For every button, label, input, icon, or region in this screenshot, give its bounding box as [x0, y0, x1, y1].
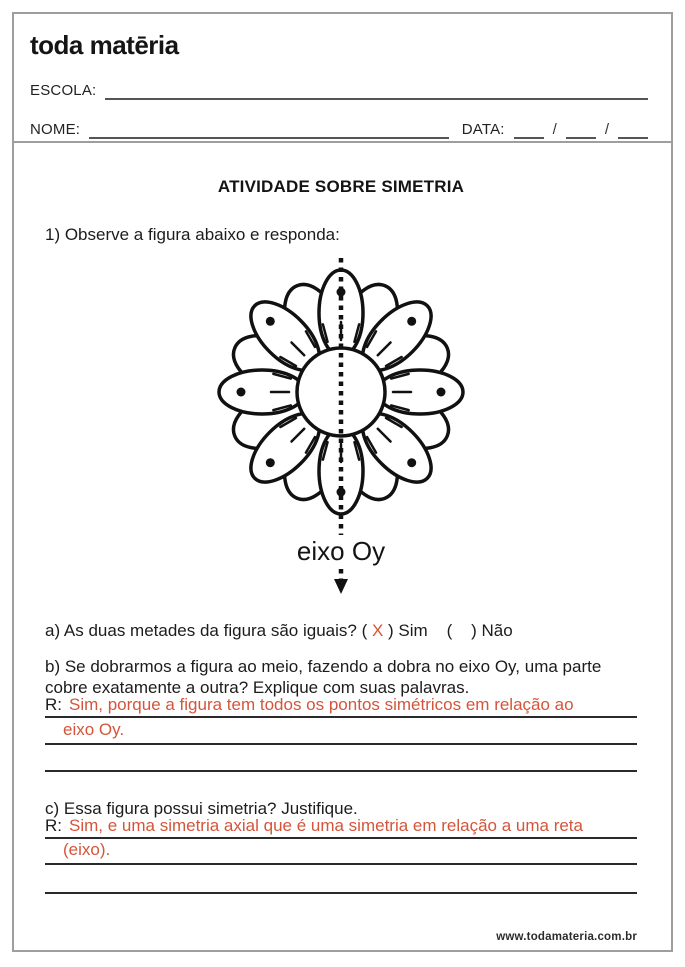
toda-materia-logo: toda matēria [30, 30, 179, 60]
answer-c-row-2 [45, 839, 637, 865]
answer-c-text-1: Sim, e uma simetria axial que é uma simetria em relação a uma reta [69, 816, 583, 835]
question-b-line1: b) Se dobrarmos a figura ao meio, fazendo a dobra no eixo Oy, uma parte [45, 657, 602, 676]
question-1: 1) Observe a figura abaixo e responda: [45, 225, 340, 244]
answer-c-row-1 [45, 816, 637, 839]
data-month-blank [566, 121, 596, 139]
date-slash: / [604, 121, 609, 138]
answer-b-text-1: Sim, porque a figura tem todos os pontos simétricos em relação ao [69, 695, 574, 714]
answer-b-row-1 [45, 695, 637, 718]
data-year-blank [618, 121, 648, 139]
answer-b-text-2: eixo Oy. [63, 720, 125, 739]
flower-figure [141, 255, 541, 601]
escola-label: ESCOLA: [30, 82, 97, 99]
nome-blank-line [89, 121, 449, 139]
figure-block [45, 255, 637, 601]
question-a-text: a) As duas metades da figura são iguais? ( [45, 621, 372, 640]
answer-b-blank-line [45, 745, 637, 772]
question-a-options: ) Sim ( ) Não [383, 621, 513, 640]
answer-c-text-2: (eixo). [63, 840, 111, 859]
date-slash: / [552, 121, 557, 138]
question-c: c) Essa figura possui simetria? Justifique. [45, 799, 358, 818]
answer-c-blank-line [45, 865, 637, 894]
worksheet-body [14, 176, 671, 943]
axis-label: eixo Oy [296, 536, 386, 566]
axis-arrowhead-icon [334, 579, 348, 594]
nome-data-field-row [30, 121, 648, 139]
data-day-blank [514, 121, 544, 139]
escola-blank-line [105, 82, 648, 100]
nome-label: NOME: [30, 121, 81, 138]
answer-b-row-2 [45, 718, 637, 745]
data-label: DATA: [461, 121, 505, 138]
escola-field-row [30, 82, 648, 100]
site-url: www.todamateria.com.br [496, 931, 637, 943]
page-title: ATIVIDADE SOBRE SIMETRIA [217, 177, 465, 196]
answer-label: R: [45, 695, 62, 714]
question-b-line2: cobre exatamente a outra? Explique com suas palavras. [45, 678, 470, 697]
question-a [45, 620, 637, 641]
question-a-x-mark: X [371, 621, 384, 640]
worksheet-header [14, 14, 671, 143]
page-frame [12, 12, 673, 952]
answer-label: R: [45, 816, 62, 835]
